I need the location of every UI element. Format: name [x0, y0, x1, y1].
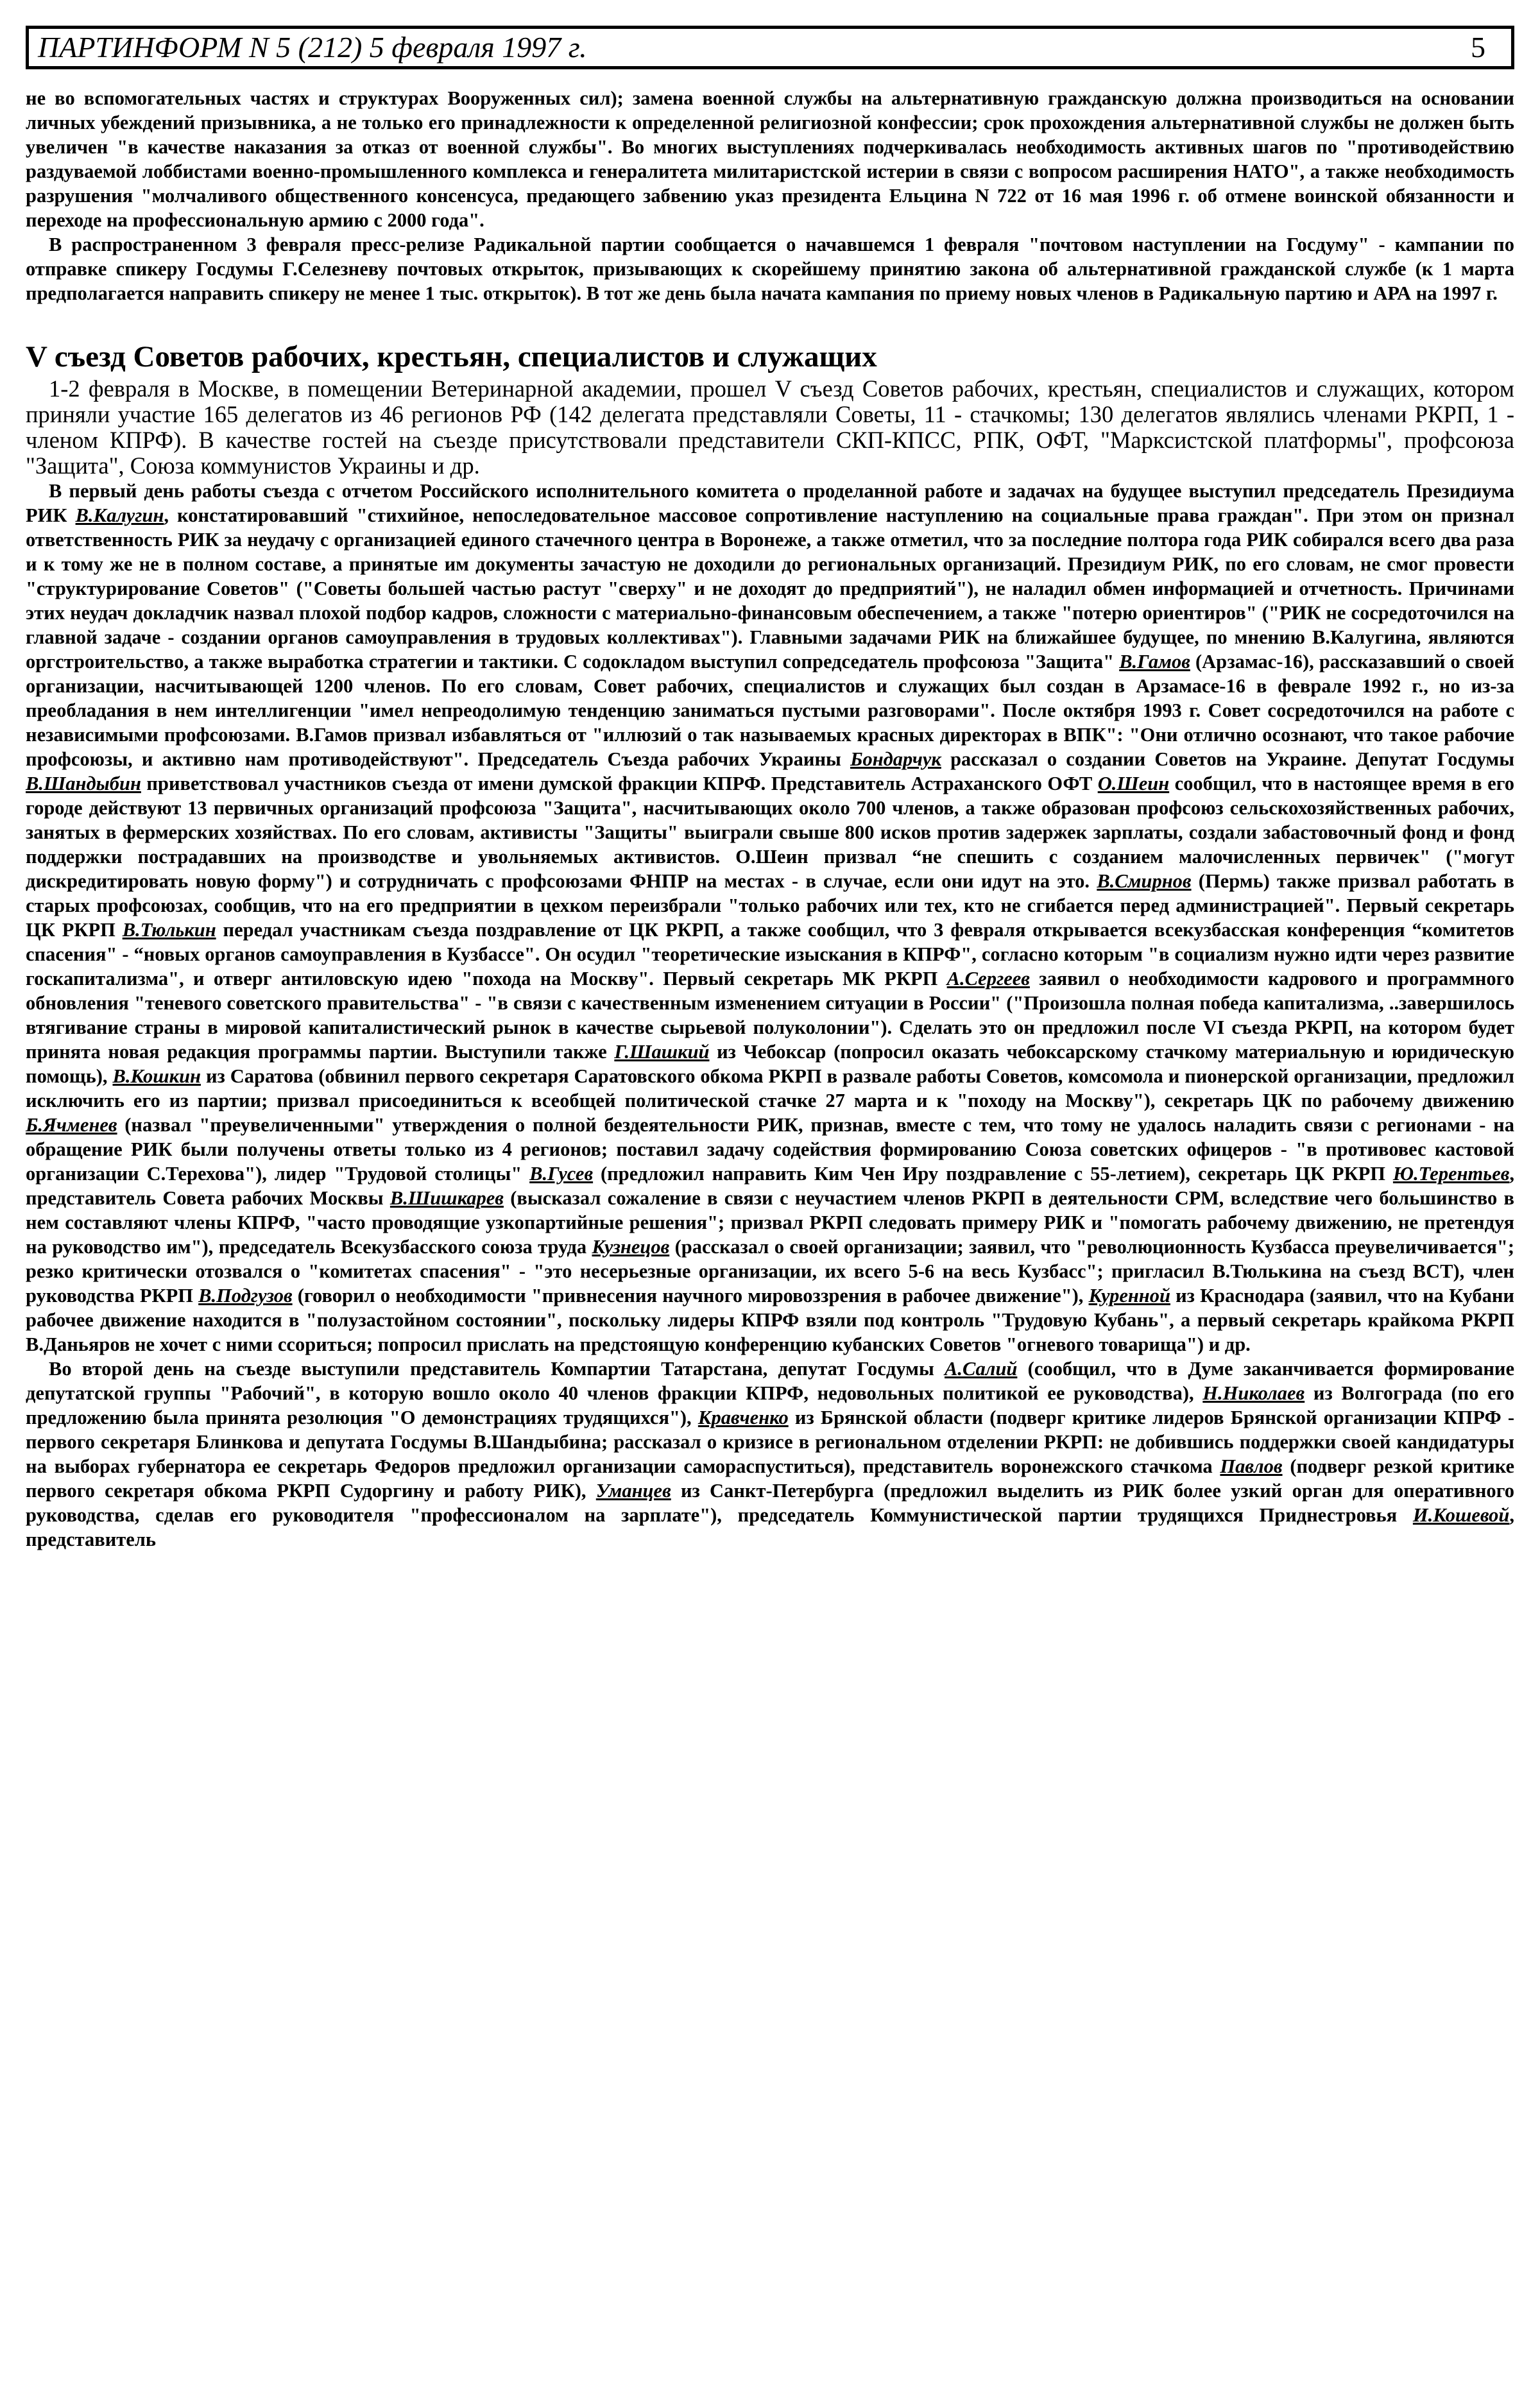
person-name: Ю.Терентьев	[1392, 1163, 1510, 1185]
person-name: Г.Шашкий	[614, 1041, 710, 1063]
person-name: Б.Ячменев	[26, 1114, 117, 1136]
text-segment: из Волгограда (по его предложению была принята резолюция "О демонстрациях трудящихся"),	[26, 1382, 1515, 1428]
paragraph-2: В распространенном 3 февраля пресс-релизе Радикальной партии сообщается о начавшемся 1 февраля "почтовом наступлении на Госдуму" - кампании по отправке спикеру Госдумы Г.Селезневу почтовых открыток, призывающих к скорейшему принятию закона об альтернативной гражданской службе (к 1 марта предполагается направить спикеру не менее 1 тыс. открыток). В тот же день была начата кампания по приему новых членов в Радикальную партию и АРА на 1997 г.	[26, 234, 1514, 304]
text-segment: рассказал о создании Советов на Украине. Депутат Госдумы	[941, 748, 1515, 770]
text-segment: передал участникам съезда поздравление от ЦК РКРП, а также сообщил, что 3 февраля открывается всекузбасская конференция “комитетов спасения" - “новых органов самоуправления в Кузбассе". Он осудил "теоретические изыскания в КПРФ", согласно которым "в социализм нужно идти через развитие госкапитализма", и отверг антиловскую идею "похода на Москву". Первый секретарь МК РКРП	[26, 919, 1514, 990]
text-segment: (высказал сожаление в связи с неучастием членов РКРП в деятельности СРМ, вследствие чего большинство в нем составляют члены КПРФ, "часто проводящие узкопартийные решения"; призвал РКРП следовать примеру РИК и "помогать рабочему движению, не претендуя на руководство им"), председатель Всекузбасского союза труда	[26, 1187, 1514, 1258]
text-segment: (подверг резкой критике первого секретаря обкома РКРП Судоргину и работу РИК),	[26, 1455, 1514, 1502]
text-segment: , констатировавший "стихийное, непоследовательное массовое сопротивление наступлению на социальные права граждан". При этом он признал ответственность РИК за неудачу с организацией единого стачечного центра в Воронеже, а также отметил, что за последние полтора года РИК собирался всего два раза и к тому же не в полном составе, а принятые им документы зачастую не доходили до региональных организаций. Президиум РИК, по его словам, не смог провести "структурирование Советов" ("Советы большей частью растут "сверху" и не доходят до предприятий"), не наладил обмен информацией и отчетность. Причинами этих неудач докладчик назвал плохой подбор кадров, сложности с материально-финансовым обеспечением, а также "потерю ориентиров" ("РИК не сосредоточился на главной задаче - создании органов самоуправления в трудовых коллективах"). Главными задачами РИК на ближайшее будущее, по мнению В.Калугина, являются оргстроительство, а также выработка стратегии и тактики. С содокладом выступил сопредседатель профсоюза "Защита"	[26, 504, 1514, 673]
text-segment: из Саратова (обвинил первого секретаря Саратовского обкома РКРП в развале работы Советов, комсомола и пионерской организации, предложил исключить его из партии; призвал присоединиться к всеобщей политической стачке 27 марта и к "походу на Москву"), секретарь ЦК по рабочему движению	[26, 1065, 1514, 1111]
person-name: В.Смирнов	[1097, 870, 1192, 892]
text-segment: (говорил о необходимости "привнесения научного мировоззрения в рабочее движение"),	[292, 1285, 1089, 1307]
text-segment: заявил о необходимости кадрового и программного обновления "теневого советского правительства" - "в связи с качественным изменением ситуации в России" ("Произошла полная победа капитализма, ..завершилось втягивание страны в мировой капиталистический рынок в качестве сырьевой полуколонии"). Сделать это он предложил после VI съезда РКРП, на котором будет принята новая редакция программы партии. Выступили также	[26, 968, 1514, 1063]
page-header	[26, 26, 1514, 69]
person-name: Павлов	[1220, 1455, 1283, 1477]
person-name: А.Сергеев	[946, 968, 1030, 990]
person-name: О.Шеин	[1097, 773, 1170, 794]
person-name: В.Калугин	[75, 504, 164, 526]
text-segment: (рассказал о своей организации; заявил, что "революционность Кузбасса преувеличивается"; резко критически отозвался о "комитетах спасения" - "это несерьезные организации, их всего 5-6 на весь Кузбасс"; пригласил В.Тюлькина на съезд ВСТ), член руководства РКРП	[26, 1236, 1514, 1307]
text-segment: (предложил направить Ким Чен Иру поздравление с 55-летием), секретарь ЦК РКРП	[593, 1163, 1393, 1185]
person-name: В.Кошкин	[112, 1065, 201, 1087]
text-segment: из Чебоксар (попросил оказать чебоксарскому стачкому материальную и юридическую помощь),	[26, 1041, 1514, 1087]
text-segment: , представитель Совета рабочих Москвы	[26, 1163, 1514, 1209]
text-segment: из Краснодара (заявил, что на Кубани рабочее движение находится в "полузастойном состоянии", поскольку лидеры КПРФ взяли под контроль "Трудовую Кубань", а первый секретарь крайкома РКРП В.Даньяров не хочет с ними ссориться; попросил прислать на предстоящую конференцию кубанских Советов "огневого товарища") и др.	[26, 1285, 1514, 1355]
person-name: В.Гамов	[1119, 651, 1190, 673]
person-name: Н.Николаев	[1202, 1382, 1305, 1404]
header-title: ПАРТИНФОРМ N 5 (212) 5 февраля 1997 г.	[38, 31, 587, 64]
text-segment: (сообщил, что в Думе заканчивается формирование депутатской группы "Рабочий", в которую вошло около 40 членов фракции КПРФ, недовольных политикой ее руководства),	[26, 1358, 1515, 1404]
paragraph-1: не во вспомогательных частях и структурах Вооруженных сил); замена военной службы на альтернативную гражданскую должна производиться на основании личных убеждений призывника, а не только его принадлежности к определенной религиозной конфессии; срок прохождения альтернативной службы не должен быть увеличен "в качестве наказания за отказ от военной службы". Во многих выступлениях подчеркивалась необходимость активных шагов по "противодействию раздуваемой лоббистами военно-промышленного комплекса и генералитета милитаристской истерии в связи с вопросом расширения НАТО", а также необходимость разрушения "молчаливого общественного консенсуса, предающего забвению указ президента Ельцина N 722 от 16 мая 1996 г. об отмене воинской обязанности и переходе на профессиональную армию с 2000 года".	[26, 87, 1514, 231]
text-segment: , представитель	[26, 1504, 1514, 1550]
person-name: Кузнецов	[592, 1236, 670, 1258]
text-segment: приветствовал участников съезда от имени думской фракции КПРФ. Представитель Астраханского ОФТ	[141, 773, 1098, 794]
text-segment: (назвал "преувеличенными" утверждения о полной бездеятельности РИК, признав, вместе с тем, что тому не удалось наладить связи с регионами - на обращение РИК были получены ответы только из 4 регионов; поставил задачу содействия формированию Союза советских офицеров - "в противовес кастовой организации С.Терехова"), лидер "Трудовой столицы"	[26, 1114, 1514, 1185]
paragraph-5	[26, 1357, 1514, 1552]
text-segment: из Брянской области (подверг критике лидеров Брянской организации КПРФ - первого секретаря Блинкова и депутата Госдумы В.Шандыбина; рассказал о кризисе в региональном отделении РКРП: не добившись поддержки своей кандидатуры на выборах губернатора ее секретарь Федоров предложил организации самораспуститься), представитель воронежского стачкома	[26, 1407, 1514, 1477]
page-number: 5	[1471, 31, 1485, 64]
person-name: Куренной	[1088, 1285, 1170, 1307]
person-name: В.Тюлькин	[122, 919, 216, 941]
person-name: А.Салий	[945, 1358, 1018, 1380]
person-name: Уманцев	[595, 1480, 671, 1502]
person-name: В.Подгузов	[198, 1285, 293, 1307]
person-name: В.Шандыбин	[26, 773, 141, 794]
text-segment: (Пермь) также призвал работать в старых профсоюзах, сообщив, что на его предприятии в цехком переизбрали "только рабочих или тех, кто не сгибается перед администрацией". Первый секретарь ЦК РКРП	[26, 870, 1514, 941]
text-segment: В первый день работы съезда с отчетом Российского исполнительного комитета о проделанной работе и задачах на будущее выступил председатель Президиума РИК	[26, 480, 1514, 526]
paragraph-4	[26, 479, 1514, 1357]
text-segment: сообщил, что в настоящее время в его городе действуют 13 первичных организаций профсоюза "Защита", насчитывающих около 700 членов, а также образован профсоюз сельскохозяйственных рабочих, занятых в фермерских хозяйствах. По его словам, активисты "Защиты" выиграли свыше 800 исков против задержек зарплаты, создали забастовочный фонд и фонд поддержки пострадавших на производстве и увольняемых активистов. О.Шеин призвал “не спешить с созданием малочисленных первичек" ("могут дискредитировать новую форму") и сотрудничать с профсоюзами ФНПР на местах - в случае, если они идут на это.	[26, 773, 1514, 892]
person-name: Бондарчук	[850, 748, 941, 770]
person-name: Кравченко	[697, 1407, 789, 1428]
person-name: В.Шишкарев	[389, 1187, 504, 1209]
paragraph-3: 1-2 февраля в Москве, в помещении Ветеринарной академии, прошел V съезд Советов рабочих, крестьян, специалистов и служащих, котором приняли участие 165 делегатов из 46 регионов РФ (142 делегата представляли Советы, 11 - стачкомы; 130 делегатов являлись членами РКРП, 1 - членом КПРФ). В качестве гостей на съезде присутствовали представители СКП-КПСС, РПК, ОФТ, "Марксистской платформы", профсоюза "Защита", Союза коммунистов Украины и др.	[26, 375, 1514, 479]
text-segment: Во второй день на съезде выступили представитель Компартии Татарстана, депутат Госдумы	[49, 1358, 945, 1380]
person-name: В.Гусев	[529, 1163, 594, 1185]
text-segment: (Арзамас-16), рассказавший о своей организации, насчитывающей 1200 членов. По его словам, Совет рабочих, специалистов и служащих был создан в Арзамасе-16 в феврале 1992 г., но из-за преобладания в нем интеллигенции "имел непреодолимую тенденцию заниматься пустыми разговорами". После октября 1993 г. Совет сосредоточился на работе с независимыми профсоюзами. В.Гамов призвал избавляться от "иллюзий о так называемых красных директорах в ВПК": "Они отлично осознают, что такое рабочие профсоюзы, и активно нам противодействуют". Председатель Съезда рабочих Украины	[26, 651, 1515, 770]
text-segment: из Санкт-Петербурга (предложил выделить из РИК более узкий орган для оперативного руководства, сделав его руководителя "профессионалом на зарплате"), председатель Коммунистической партии трудящихся Приднестровья	[26, 1480, 1514, 1526]
section-heading: V съезд Советов рабочих, крестьян, специалистов и служащих	[26, 340, 877, 373]
newspaper-page	[26, 26, 1514, 1552]
person-name: И.Кошевой	[1412, 1504, 1510, 1526]
